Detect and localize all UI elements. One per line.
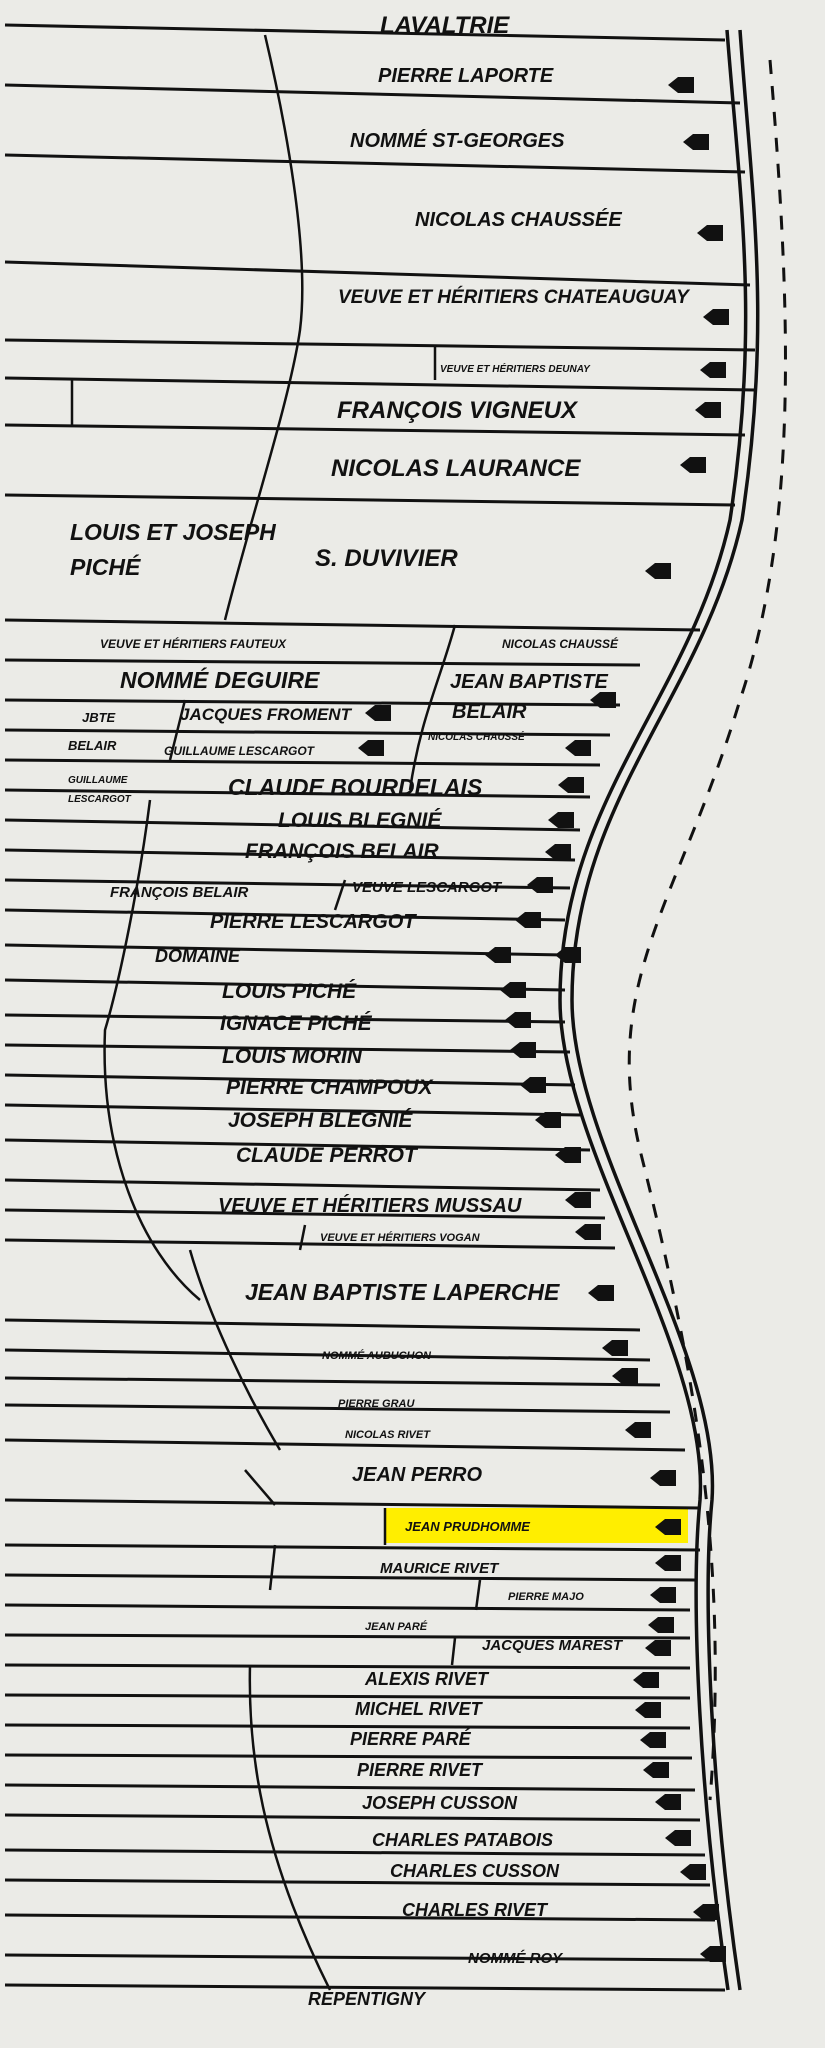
- house-icon: [633, 1672, 659, 1688]
- owner-label: LOUIS MORIN: [222, 1045, 362, 1068]
- owner-label: LOUIS ET JOSEPH: [70, 519, 276, 545]
- house-icon: [505, 1012, 531, 1028]
- owner-label: NICOLAS CHAUSSÉ: [428, 732, 525, 743]
- owner-label: JACQUES MAREST: [482, 1637, 623, 1654]
- owner-label: CHARLES CUSSON: [390, 1861, 560, 1881]
- owner-label: PICHÉ: [70, 554, 141, 580]
- house-icon: [700, 362, 726, 378]
- house-icon: [548, 812, 574, 828]
- owner-label: PIERRE CHAMPOUX: [226, 1076, 433, 1099]
- house-icon: [625, 1422, 651, 1438]
- owner-label: NOMMÉ AUBUCHON: [322, 1350, 431, 1362]
- river-shoreline-outer: [572, 30, 758, 1990]
- house-icon: [520, 1077, 546, 1093]
- lot-boundaries: [5, 25, 755, 1990]
- owner-label: FRANÇOIS BELAIR: [110, 884, 249, 901]
- house-icon: [635, 1702, 661, 1718]
- owner-label: PIERRE LAPORTE: [378, 65, 554, 87]
- owner-label: DOMAINE: [155, 946, 240, 966]
- owner-label: NOMMÉ DEGUIRE: [120, 667, 320, 693]
- house-icon: [515, 912, 541, 928]
- house-icon: [565, 1192, 591, 1208]
- owner-label: NICOLAS RIVET: [345, 1429, 430, 1441]
- house-icon: [697, 225, 723, 241]
- owner-label: CLAUDE BOURDELAIS: [228, 774, 483, 800]
- owner-label: JEAN PRUDHOMME: [405, 1519, 530, 1534]
- owner-label: PIERRE LESCARGOT: [210, 911, 416, 933]
- owner-label: ALEXIS RIVET: [365, 1669, 489, 1689]
- north-boundary-label: LAVALTRIE: [380, 12, 510, 39]
- house-icon: [650, 1470, 676, 1486]
- owner-label: JEAN BAPTISTE LAPERCHE: [245, 1279, 560, 1305]
- house-icon: [555, 947, 581, 963]
- house-icon: [643, 1762, 669, 1778]
- house-icon: [510, 1042, 536, 1058]
- house-icon: [565, 740, 591, 756]
- house-icon: [640, 1732, 666, 1748]
- house-icon: [665, 1830, 691, 1846]
- owner-label: VEUVE ET HÉRITIERS FAUTEUX: [100, 637, 287, 651]
- house-icon: [695, 402, 721, 418]
- house-icon: [545, 844, 571, 860]
- house-icon: [645, 1640, 671, 1656]
- house-icon: [655, 1555, 681, 1571]
- house-icon: [683, 134, 709, 150]
- owner-label: JOSEPH BLEGNIÉ: [228, 1109, 413, 1132]
- house-icon: [703, 309, 729, 325]
- owner-label: MAURICE RIVET: [380, 1560, 499, 1577]
- house-icon: [358, 740, 384, 756]
- owner-label: CLAUDE PERROT: [236, 1144, 417, 1167]
- owner-label: BELAIR: [452, 701, 527, 723]
- owner-label: JEAN PARÉ: [365, 1621, 428, 1633]
- house-icon: [668, 77, 694, 93]
- owner-label: LOUIS BLEGNIÉ: [278, 809, 442, 832]
- owner-label: GUILLAUME: [68, 775, 128, 786]
- owner-label: VEUVE ET HÉRITIERS MUSSAU: [218, 1195, 522, 1217]
- house-icon: [612, 1368, 638, 1384]
- house-icon: [680, 457, 706, 473]
- owner-label: JEAN BAPTISTE: [450, 671, 608, 693]
- owner-label: LESCARGOT: [68, 794, 131, 805]
- owner-label: PIERRE RIVET: [357, 1760, 483, 1780]
- owner-label: FRANÇOIS BELAIR: [245, 840, 439, 863]
- house-icon: [527, 877, 553, 893]
- owner-label: MICHEL RIVET: [355, 1699, 482, 1719]
- owner-label: IGNACE PICHÉ: [220, 1012, 372, 1035]
- house-icon: [645, 563, 671, 579]
- house-icon: [500, 982, 526, 998]
- owner-label: VEUVE LESCARGOT: [352, 879, 502, 896]
- south-boundary-label: REPENTIGNY: [308, 1989, 426, 2009]
- owner-label: NICOLAS CHAUSSÉE: [415, 209, 622, 231]
- owner-label: PIERRE PARÉ: [350, 1729, 471, 1749]
- owner-label: NOMMÉ ST-GEORGES: [350, 130, 565, 152]
- house-icon: [655, 1794, 681, 1810]
- house-icon: [693, 1904, 719, 1920]
- owner-label: JACQUES FROMENT: [180, 705, 351, 724]
- house-icon: [588, 1285, 614, 1301]
- owner-label: FRANÇOIS VIGNEUX: [337, 397, 578, 424]
- house-icon: [575, 1224, 601, 1240]
- owner-label: CHARLES PATABOIS: [372, 1830, 554, 1850]
- owner-label: PIERRE GRAU: [338, 1398, 415, 1410]
- owner-label: PIERRE MAJO: [508, 1591, 584, 1603]
- owner-label: GUILLAUME LESCARGOT: [164, 744, 314, 758]
- owner-label: CHARLES RIVET: [402, 1900, 548, 1920]
- owner-label: VEUVE ET HÉRITIERS CHATEAUGUAY: [338, 287, 689, 308]
- owner-label: JBTE: [82, 710, 116, 725]
- owner-label: BELAIR: [68, 738, 117, 753]
- house-icon: [365, 705, 391, 721]
- owner-label: NICOLAS CHAUSSÉ: [502, 637, 619, 651]
- house-icon: [602, 1340, 628, 1356]
- house-icon: [558, 777, 584, 793]
- owner-label: S. DUVIVIER: [315, 545, 458, 572]
- owner-label: LOUIS PICHÉ: [222, 980, 357, 1003]
- owner-label: VEUVE ET HÉRITIERS VOGAN: [320, 1232, 480, 1244]
- house-icon: [485, 947, 511, 963]
- owner-label: JEAN PERRO: [352, 1464, 483, 1486]
- owner-label: VEUVE ET HÉRITIERS DEUNAY: [440, 364, 590, 375]
- owner-label: NICOLAS LAURANCE: [331, 455, 581, 482]
- owner-label: NOMMÉ ROY: [468, 1950, 563, 1967]
- house-icon: [680, 1864, 706, 1880]
- owner-label: JOSEPH CUSSON: [362, 1793, 518, 1813]
- house-icon: [648, 1617, 674, 1633]
- house-icon: [650, 1587, 676, 1603]
